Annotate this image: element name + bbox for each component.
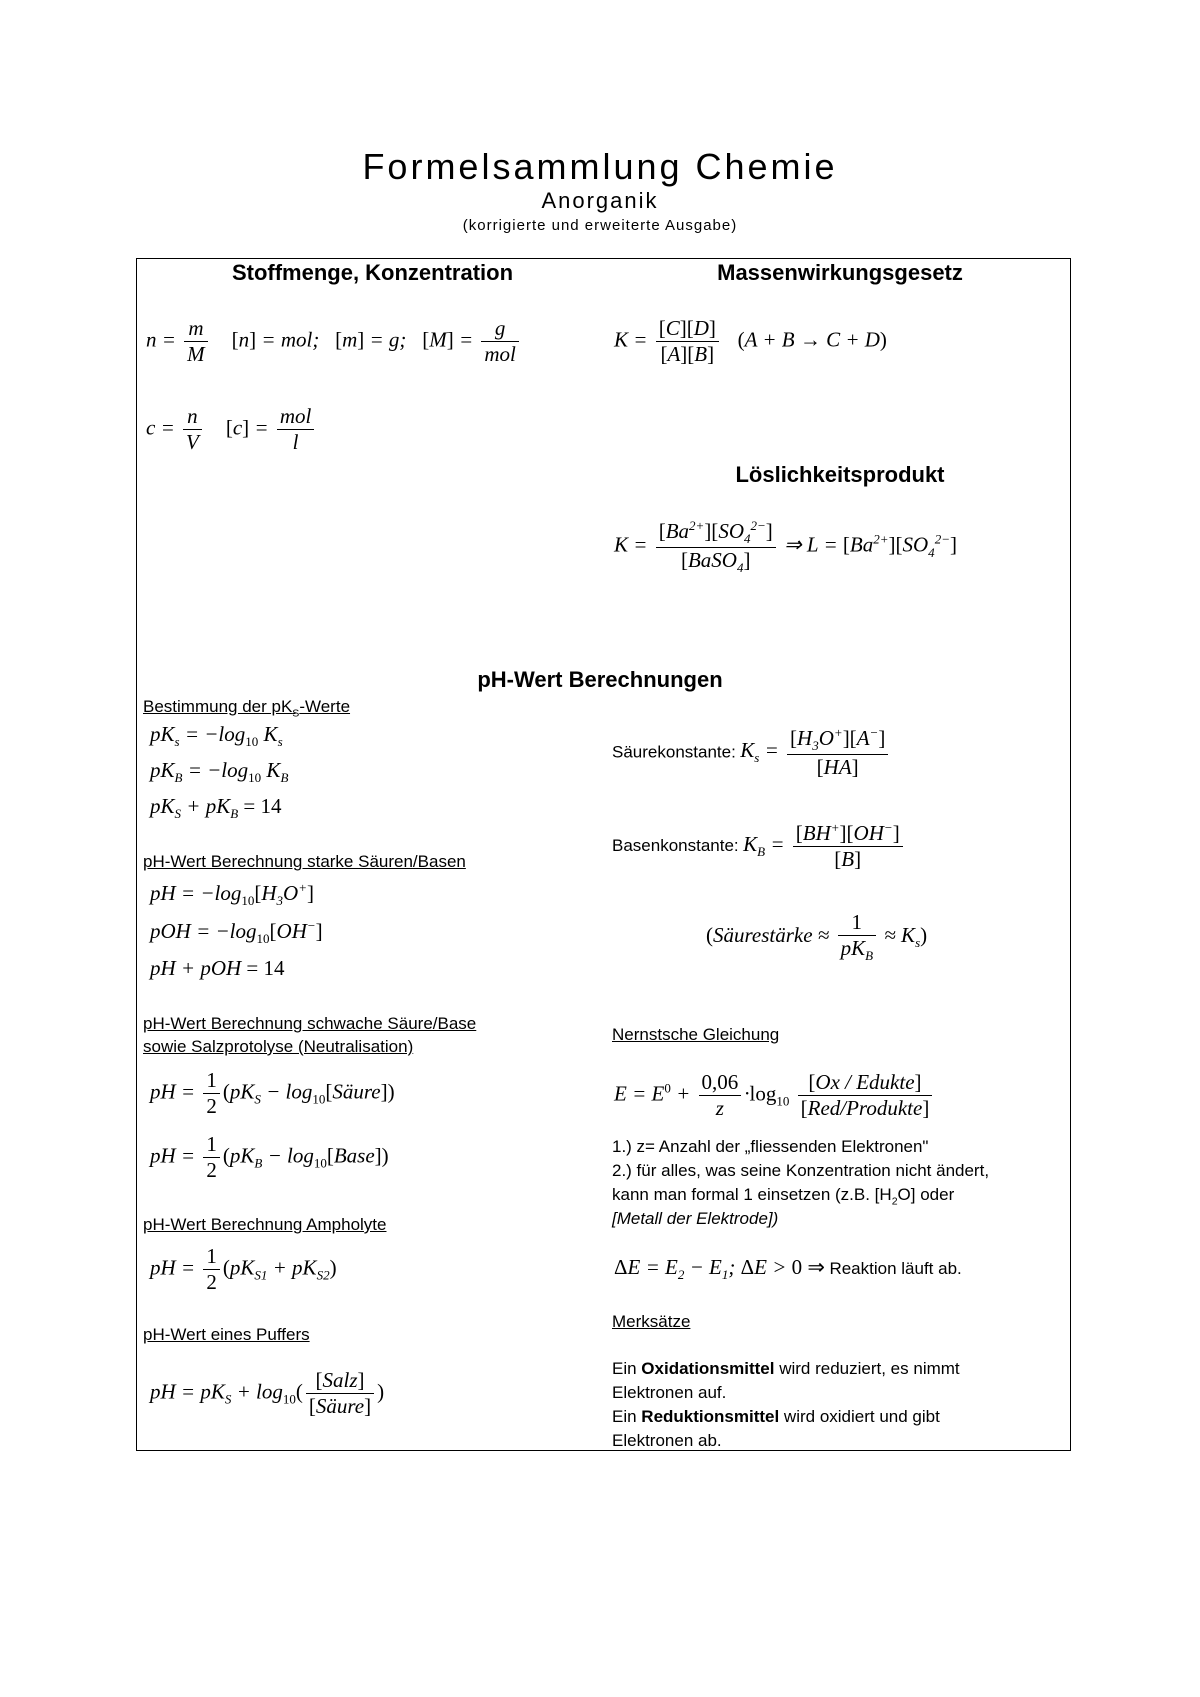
sub-pk: Bestimmung der $pK_S$-Werte xyxy=(143,697,351,720)
nernst-note-1: 1.) z= Anzahl der „fliessenden Elektronen" xyxy=(612,1137,929,1156)
formula-ph-weak-base: pH = $\frac{1}{2}$ ($pK_B$ − $\log_{10}[Base]$) xyxy=(150,1132,389,1183)
edition-note: (korrigierte und erweiterte Ausgabe) xyxy=(462,217,738,234)
formula-saeurekonstante: Säurekonstante: $K_s$ = $\frac{[H_3O^+][A^-]}{[HA]}$ xyxy=(612,725,891,780)
heading-ph: pH-Wert Berechnungen xyxy=(477,667,723,692)
nernst-note-2a: 2.) für alles, was seine Konzentration nicht ändert, xyxy=(612,1161,990,1180)
formula-pks-pkb: $pK_S + pK_B = 14$ xyxy=(150,794,282,822)
formula-stoffmenge: n = $\frac{m}{M}$ [n] = mol; [m] = g; [M] = $\frac{g}{\text{mol}}$ xyxy=(146,316,522,367)
formula-basenkonstante: Basenkonstante: $K_B$ = $\frac{[BH^+][OH^-]}{[B]}$ xyxy=(612,820,906,872)
page-subtitle: Anorganik xyxy=(541,188,659,213)
heading-mwg: Massenwirkungsgesetz xyxy=(717,260,963,285)
merksatz-2: Elektronen auf. xyxy=(612,1383,727,1402)
sub-ampholyte: pH-Wert Berechnung Ampholyte xyxy=(143,1215,387,1234)
sub-weak-2: sowie Salzprotolyse (Neutralisation) xyxy=(143,1037,414,1056)
sub-nernst: Nernstsche Gleichung xyxy=(612,1025,780,1044)
merksatz-1: Ein Oxidationsmittel wird reduziert, es nimmt xyxy=(612,1359,960,1378)
merksatz-3: Ein Reduktionsmittel wird oxidiert und gibt xyxy=(612,1407,940,1426)
formula-ph-ampholyte: pH = $\frac{1}{2}$ $(pK_{S1} + pK_{S2})$ xyxy=(150,1244,337,1295)
formula-ph-buffer: pH = $pK_S + \log_{10}$( $\frac{\text{[Salz]}}{\text{[Säure]}}$ ) xyxy=(150,1368,385,1419)
formula-nernst: $E = E^0$ + $\frac{0,06}{z}$ $\cdot\log_{10}$ $\frac{\text{[Ox / Edukte]}}{\text{[Red/Produkte]}}$ xyxy=(614,1070,935,1121)
formula-delta-e: $\Delta E = E_2 - E_1$; ΔE > 0 ⇒ Reaktion läuft ab. xyxy=(614,1255,962,1283)
merksatz-4: Elektronen ab. xyxy=(612,1431,722,1450)
sub-buffer: pH-Wert eines Puffers xyxy=(143,1325,310,1344)
nernst-note-2c: [Metall der Elektrode]) xyxy=(612,1209,779,1228)
heading-stoffmenge: Stoffmenge, Konzentration xyxy=(231,260,514,285)
formula-poh: pOH = $-\log_{10}[OH^-]$ xyxy=(150,918,323,947)
reaction-text: Reaktion läuft ab. xyxy=(829,1259,962,1278)
page-title: Formelsammlung Chemie xyxy=(362,146,838,187)
sub-strong: pH-Wert Berechnung starke Säuren/Basen xyxy=(143,852,466,871)
formula-loeslichkeit: K = $\frac{[Ba^{2+}][SO_4^{2-}]}{[BaSO_4]}$ ⇒ $L = [Ba^{2+}][SO_4^{2-}]$ xyxy=(614,518,957,575)
formula-pks: $pK_s = -\log_{10}$ $K_s$ xyxy=(150,722,283,750)
label-saeurekonstante: Säurekonstante: xyxy=(612,742,736,762)
formula-saeurestaerke: (Säurestärke ≈ $\frac{1}{pK_B}$ ≈ $K_s$) xyxy=(706,910,928,964)
label-basenkonstante: Basenkonstante: xyxy=(612,836,739,855)
sub-merksaetze: Merksätze xyxy=(612,1312,691,1331)
heading-loeslichkeit: Löslichkeitsprodukt xyxy=(735,462,945,487)
formula-ph-weak-acid: pH = $\frac{1}{2}$ ($pK_S$ − $\log_{10}[Säure]$) xyxy=(150,1068,395,1119)
nernst-note-2b: kann man formal 1 einsetzen (z.B. $[H_2O]$ oder xyxy=(612,1185,955,1208)
formula-mwg: K = $\frac{[C][D]}{[A][B]}$ (A + B → C + D) xyxy=(614,316,887,367)
formula-ph-poh: pH + pOH = 14 xyxy=(150,956,285,980)
formula-ph-strong: pH = $-\log_{10}[H_3O^+]$ xyxy=(150,880,315,909)
sub-weak-1: pH-Wert Berechnung schwache Säure/Base xyxy=(143,1014,477,1033)
formula-konzentration: c = $\frac{n}{V}$ [c] = $\frac{\text{mol}}{l}$ xyxy=(146,404,317,455)
formula-pkb: $pK_B = -\log_{10}$ $K_B$ xyxy=(150,758,289,786)
